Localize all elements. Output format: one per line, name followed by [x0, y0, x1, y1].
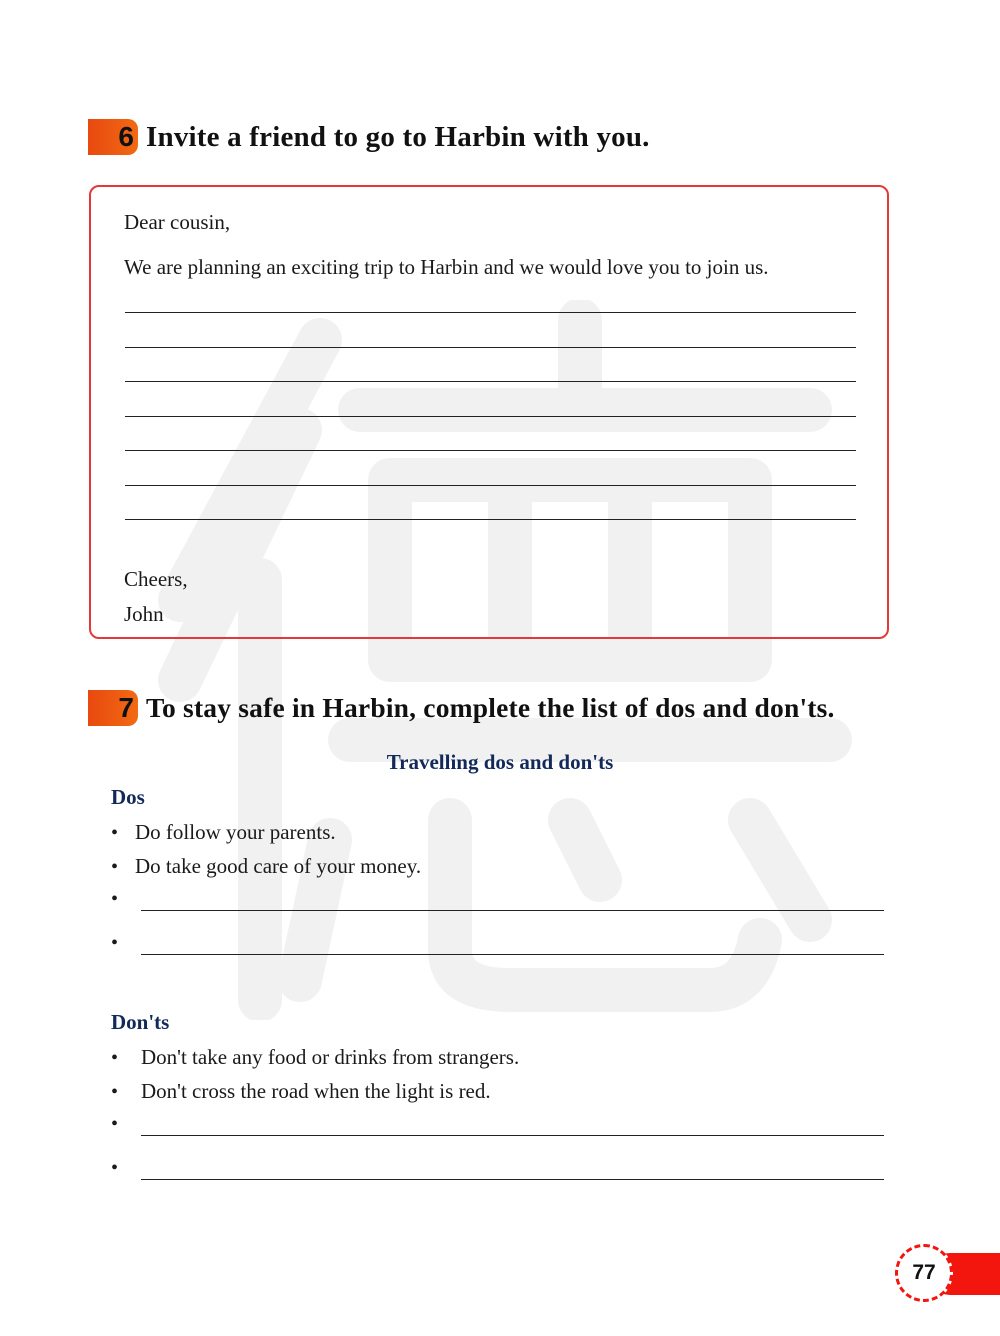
- letter-writing-line[interactable]: [125, 381, 856, 382]
- donts-list-item: [111, 1045, 519, 1070]
- letter-writing-line[interactable]: [125, 519, 856, 520]
- letter-writing-line[interactable]: [125, 347, 856, 348]
- bullet-icon: •: [111, 932, 119, 954]
- bullet-icon: •: [111, 1081, 119, 1103]
- letter-signature: John: [124, 602, 164, 626]
- letter-writing-line[interactable]: [125, 485, 856, 486]
- exercise-6-number: 6: [118, 121, 134, 152]
- letter-writing-line[interactable]: [125, 450, 856, 451]
- donts-heading: Don'ts: [111, 1010, 170, 1034]
- bullet-icon: •: [111, 1113, 119, 1135]
- bullet-icon: •: [111, 1157, 119, 1179]
- dos-list-item: [111, 854, 421, 879]
- bullet-icon: •: [111, 888, 119, 910]
- letter-writing-line[interactable]: [125, 312, 856, 313]
- donts-list-item: [111, 1079, 491, 1104]
- letter-writing-line[interactable]: [125, 416, 856, 417]
- letter-opening-sentence: We are planning an exciting trip to Harbin and we would love you to join us.: [124, 255, 769, 279]
- dos-item-text: Do take good care of your money.: [135, 854, 422, 878]
- donts-item-text: Don't cross the road when the light is red.: [141, 1079, 491, 1103]
- bullet-icon: •: [111, 856, 119, 878]
- dos-item-text: Do follow your parents.: [135, 820, 336, 844]
- letter-closing: Cheers,: [124, 567, 188, 591]
- exercise-6-title: Invite a friend to go to Harbin with you.: [146, 120, 650, 153]
- dos-heading: Dos: [111, 785, 145, 809]
- list-title: Travelling dos and don'ts: [386, 750, 614, 774]
- letter-greeting: Dear cousin,: [124, 210, 231, 234]
- dos-list-item: [111, 820, 336, 845]
- donts-blank-line[interactable]: [141, 1179, 884, 1180]
- page-number: 77: [895, 1244, 953, 1302]
- bullet-icon: •: [111, 822, 119, 844]
- dos-blank-line[interactable]: [141, 910, 884, 911]
- dos-blank-line[interactable]: [141, 954, 884, 955]
- exercise-7-number: 7: [118, 692, 134, 723]
- bullet-icon: •: [111, 1047, 119, 1069]
- donts-blank-line[interactable]: [141, 1135, 884, 1136]
- exercise-6-number-tab: [88, 119, 138, 155]
- donts-item-text: Don't take any food or drinks from strangers.: [141, 1045, 520, 1069]
- letter-writing-box: [89, 185, 889, 639]
- exercise-7-title: To stay safe in Harbin, complete the list of dos and don'ts.: [146, 692, 835, 723]
- exercise-7-heading: [88, 690, 835, 726]
- exercise-6-heading: [88, 119, 650, 155]
- page-number-badge: [895, 1244, 1000, 1304]
- exercise-7-number-tab: [88, 690, 138, 726]
